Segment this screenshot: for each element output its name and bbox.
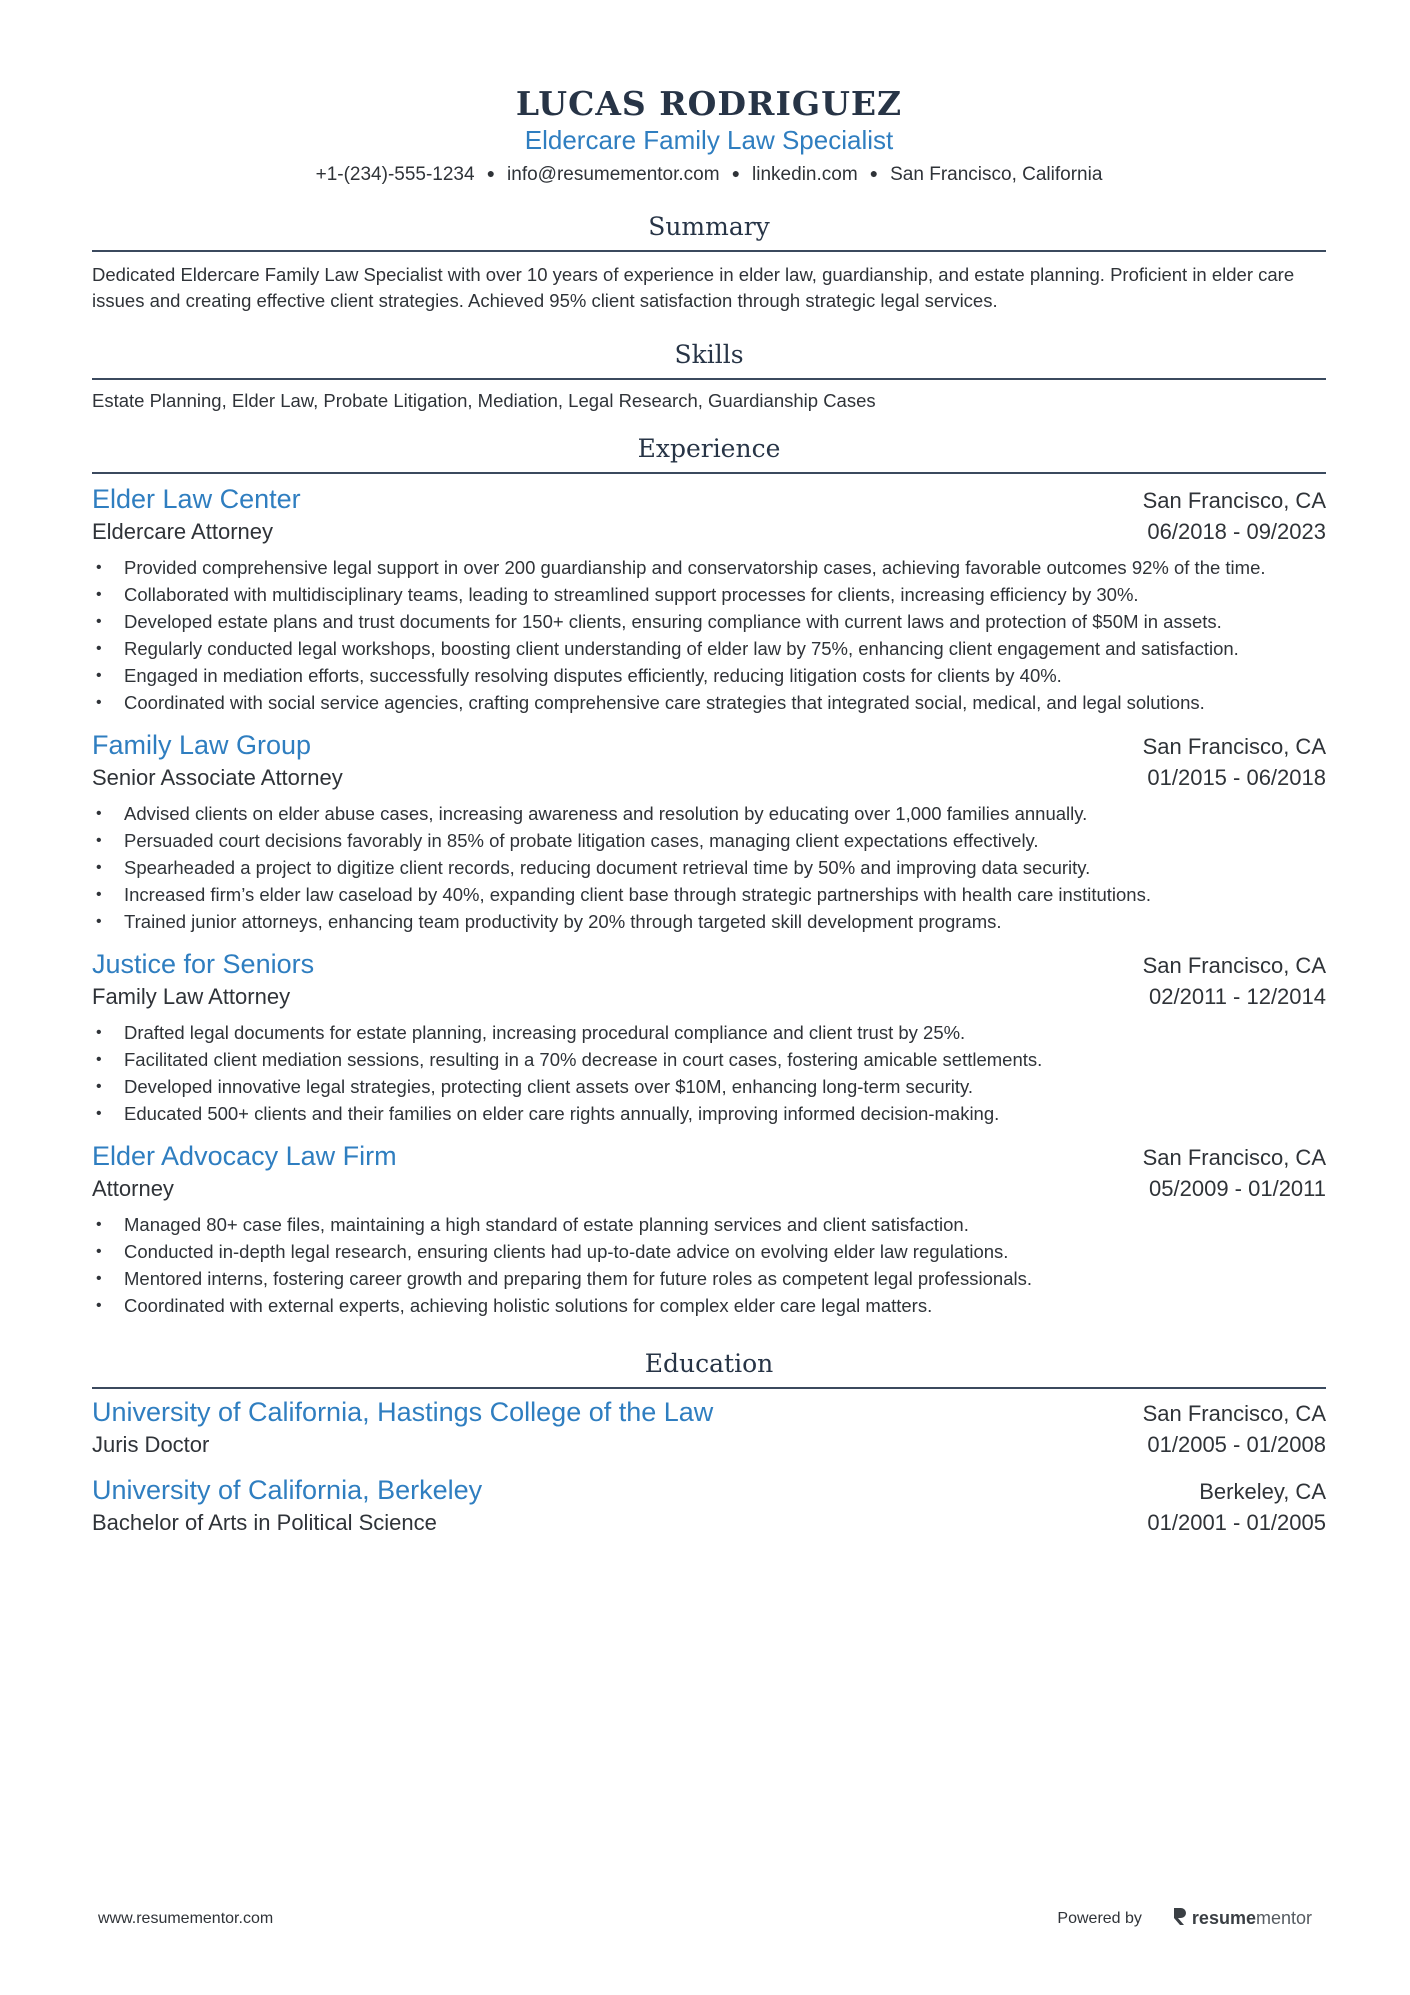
skills-title: Skills [92, 338, 1326, 380]
experience-section [92, 432, 1326, 1319]
bullet-item: • Provided comprehensive legal support in over 200 guardianship and conservatorship cases, achieving favorable outcomes 92% of the time. [92, 554, 1326, 581]
degree: Bachelor of Arts in Political Science [92, 1510, 437, 1535]
job-bullets [92, 1211, 1326, 1319]
job-company: Elder Advocacy Law Firm [92, 1141, 397, 1171]
bullet-item: • Mentored interns, fostering career growth and preparing them for future roles as competent legal professionals. [92, 1265, 1326, 1292]
separator-dot: ● [869, 165, 879, 181]
skills-section [92, 338, 1326, 414]
resumementor-logo-icon [1172, 1906, 1188, 1931]
contact-line [92, 160, 1326, 188]
contact-linkedin: linkedin.com [752, 164, 858, 185]
separator-dot: ● [486, 165, 496, 181]
bullet-item: • Regularly conducted legal workshops, boosting client understanding of elder law by 75%, enhancing client engagement and satisfaction. [92, 635, 1326, 662]
bullet-item: • Engaged in mediation efforts, successfully resolving disputes efficiently, reducing litigation costs for clients by 40%. [92, 662, 1326, 689]
contact-email: info@resumementor.com [507, 164, 720, 185]
job-title: Senior Associate Attorney [92, 765, 343, 790]
bullet-item: • Developed estate plans and trust documents for 150+ clients, ensuring compliance with current laws and protection of $50M in assets. [92, 608, 1326, 635]
job-entry [92, 1139, 1326, 1319]
bullet-item: • Educated 500+ clients and their families on elder care rights annually, improving informed decision-making. [92, 1100, 1326, 1127]
bullet-item: • Coordinated with social service agencies, crafting comprehensive care strategies that integrated social, medical, and legal solutions. [92, 689, 1326, 716]
bullet-item: • Developed innovative legal strategies, protecting client assets over $10M, enhancing long-term security. [92, 1073, 1326, 1100]
brand-text-mentor: mentor [1255, 1908, 1312, 1928]
degree: Juris Doctor [92, 1432, 210, 1457]
education-dates: 01/2005 - 01/2008 [1147, 1432, 1326, 1457]
job-location: San Francisco, CA [1142, 488, 1326, 513]
job-bullets [92, 800, 1326, 935]
education-title: Education [92, 1347, 1326, 1389]
brand-text-resume: resume [1191, 1908, 1256, 1928]
job-title: Attorney [92, 1176, 174, 1201]
job-location: San Francisco, CA [1142, 734, 1326, 759]
job-bullets [92, 554, 1326, 716]
job-entry [92, 482, 1326, 716]
job-entry [92, 728, 1326, 935]
resume-header [92, 0, 1326, 188]
candidate-name: LUCAS RODRIGUEZ [515, 84, 903, 123]
job-title: Family Law Attorney [92, 984, 291, 1009]
bullet-item: • Coordinated with external experts, achieving holistic solutions for complex elder care legal matters. [92, 1292, 1326, 1319]
school-location: San Francisco, CA [1142, 1401, 1326, 1426]
bullet-item: • Managed 80+ case files, maintaining a high standard of estate planning services and client satisfaction. [92, 1211, 1326, 1238]
job-location: San Francisco, CA [1142, 1145, 1326, 1170]
bullet-item: • Conducted in-depth legal research, ensuring clients had up-to-date advice on evolving elder law regulations. [92, 1238, 1326, 1265]
bullet-item: • Collaborated with multidisciplinary teams, leading to streamlined support processes for clients, increasing efficiency by 30%. [92, 581, 1326, 608]
education-entry [92, 1473, 1326, 1539]
contact-location: San Francisco, California [890, 164, 1103, 185]
job-dates: 05/2009 - 01/2011 [1149, 1176, 1326, 1201]
experience-title: Experience [92, 432, 1326, 474]
bullet-item: • Persuaded court decisions favorably in 85% of probate litigation cases, managing client expectations effectively. [92, 827, 1326, 854]
summary-title: Summary [92, 210, 1326, 252]
job-title: Eldercare Attorney [92, 519, 273, 544]
job-company: Family Law Group [92, 730, 312, 760]
bullet-item: • Spearheaded a project to digitize client records, reducing document retrieval time by 50% and improving data security. [92, 854, 1326, 881]
contact-phone: +1-(234)-555-1234 [315, 164, 475, 185]
resume-page [92, 0, 1326, 1539]
bullet-item: • Facilitated client mediation sessions, resulting in a 70% decrease in court cases, fostering amicable settlements. [92, 1046, 1326, 1073]
school-name: University of California, Berkeley [92, 1475, 483, 1505]
bullet-item: • Trained junior attorneys, enhancing team productivity by 20% through targeted skill development programs. [92, 908, 1326, 935]
job-entry [92, 947, 1326, 1127]
school-location: Berkeley, CA [1199, 1479, 1326, 1504]
education-entry [92, 1395, 1326, 1461]
bullet-item: • Increased firm’s elder law caseload by 40%, expanding client base through strategic partnerships with health care institutions. [92, 881, 1326, 908]
job-dates: 06/2018 - 09/2023 [1147, 519, 1326, 544]
summary-text: Dedicated Eldercare Family Law Specialist with over 10 years of experience in elder law, guardianship, and estate planning. Proficient in elder care issues and creating effective client strategies. Achieved 95% client satisfaction through strategic legal services. [92, 264, 1295, 311]
footer-website-link[interactable]: www.resumementor.com [98, 1910, 274, 1927]
job-dates: 02/2011 - 12/2014 [1149, 984, 1326, 1009]
job-company: Justice for Seniors [92, 949, 315, 979]
bullet-item: • Drafted legal documents for estate planning, increasing procedural compliance and client trust by 25%. [92, 1019, 1326, 1046]
candidate-role: Eldercare Family Law Specialist [524, 125, 894, 155]
job-company: Elder Law Center [92, 484, 301, 514]
page-footer [98, 1906, 1312, 1936]
separator-dot: ● [731, 165, 741, 181]
powered-by [1057, 1906, 1312, 1931]
job-location: San Francisco, CA [1142, 953, 1326, 978]
resumementor-logo[interactable] [1172, 1906, 1312, 1931]
summary-section [92, 210, 1326, 314]
skills-text: Estate Planning, Elder Law, Probate Litigation, Mediation, Legal Research, Guardianship Cases [92, 390, 876, 411]
school-name: University of California, Hastings College of the Law [92, 1397, 714, 1427]
bullet-item: • Advised clients on elder abuse cases, increasing awareness and resolution by educating over 1,000 families annually. [92, 800, 1326, 827]
powered-by-label: Powered by [1057, 1909, 1142, 1927]
education-section [92, 1347, 1326, 1539]
job-dates: 01/2015 - 06/2018 [1147, 765, 1326, 790]
education-dates: 01/2001 - 01/2005 [1147, 1510, 1326, 1535]
job-bullets [92, 1019, 1326, 1127]
